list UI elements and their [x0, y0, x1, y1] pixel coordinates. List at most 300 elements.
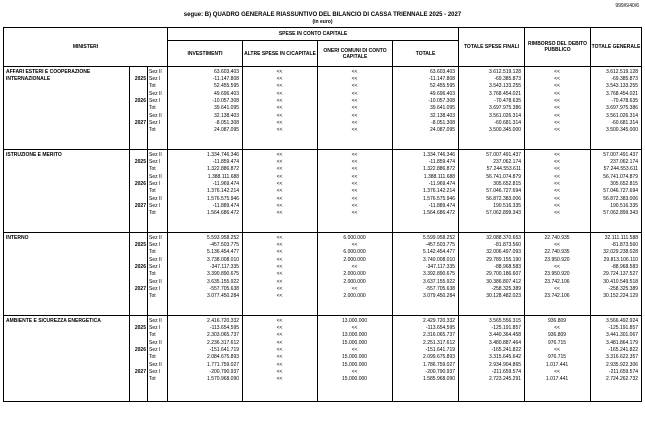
value: << [351, 152, 358, 158]
value: -11.147.808 [212, 76, 240, 82]
value: 30.152.224.129 [603, 293, 639, 299]
value: << [554, 69, 560, 75]
value: 39.641.095 [214, 105, 240, 111]
value: 15.000.000 [342, 376, 368, 382]
value: 305.652.815 [493, 181, 522, 187]
totale-generale-cell [591, 67, 642, 150]
value: 5.593.958.252 [207, 235, 240, 241]
value: 56.741.074.879 [486, 174, 522, 180]
value: 1.334.746.346 [207, 152, 240, 158]
value: 22.740.935 [544, 235, 570, 241]
altre-spese-cell [243, 150, 318, 233]
value: 1.376.142.214 [207, 188, 240, 194]
value: 57.062.899.343 [603, 210, 639, 216]
value: 56.741.074.879 [603, 174, 639, 180]
value: 1.334.746.346 [423, 152, 456, 158]
value: -165.241.822 [491, 347, 522, 353]
value: -347.117.335 [209, 264, 240, 270]
value: 23.950.920 [544, 271, 570, 277]
value: 57.244.553.611 [486, 166, 522, 172]
altre-spese-cell [243, 316, 318, 402]
value: 63.603.403 [214, 69, 240, 75]
header-ministeri: MINISTERI [4, 28, 168, 67]
value: 3.316.622.357 [606, 354, 639, 360]
value: 1.388.111.688 [423, 174, 456, 180]
value: << [276, 271, 283, 277]
value: 49.696.403 [430, 91, 456, 97]
value: << [554, 105, 560, 111]
year-label: 2027 [134, 369, 146, 375]
value: << [554, 264, 560, 270]
value: -11.969.474 [212, 181, 240, 187]
value: 3.768.454.021 [606, 91, 639, 97]
value: 57.062.899.343 [486, 210, 522, 216]
value: << [276, 105, 283, 111]
value: 15.000.000 [342, 340, 368, 346]
oneri-comuni-cell [318, 233, 393, 316]
year-label: 2027 [134, 286, 146, 292]
value: << [351, 188, 358, 194]
value: 49.696.403 [214, 91, 240, 97]
page-reference: 999/6/40/6 [615, 3, 639, 9]
totale-cell [393, 150, 459, 233]
value: 63.603.403 [430, 69, 456, 75]
value: 23.950.920 [544, 257, 570, 263]
ministry-name: AMBIENTE E SICUREZZA ENERGETICA [4, 316, 130, 402]
value: 57.007.491.437 [603, 152, 639, 158]
value: << [351, 181, 358, 187]
value: -151.641.719 [425, 347, 456, 353]
value: << [276, 249, 283, 255]
section-label: Sez II [149, 257, 162, 263]
value: 3.738.008.010 [207, 257, 240, 263]
value: << [351, 369, 358, 375]
value: 29.789.155.190 [486, 257, 522, 263]
value: 23.742.106 [544, 279, 570, 285]
value: 24.087.095 [430, 127, 456, 133]
year-label: 2025 [134, 76, 146, 82]
year-labels [130, 67, 148, 150]
ministry-name: AFFARI ESTERI E COOPERAZIONE INTERNAZIONALE [4, 67, 130, 150]
value: << [351, 196, 358, 202]
value: << [554, 159, 560, 165]
value: 15.000.000 [342, 354, 368, 360]
value: << [554, 98, 560, 104]
value: << [351, 286, 358, 292]
value: << [554, 120, 560, 126]
value: -125.191.857 [491, 325, 522, 331]
value: << [276, 181, 283, 187]
value: -70.478.635 [494, 98, 522, 104]
value: 2.416.720.332 [207, 318, 240, 324]
value: << [276, 159, 283, 165]
value: << [351, 83, 358, 89]
budget-table [3, 27, 642, 402]
section-label: Tot [149, 210, 156, 216]
value: -11.859.474 [212, 159, 240, 165]
section-label: Tot [149, 105, 156, 111]
value: 1.786.759.027 [423, 362, 456, 368]
value: << [276, 257, 283, 263]
year-label: 2027 [134, 203, 146, 209]
year-labels [130, 150, 148, 233]
rimborso-cell [525, 316, 591, 402]
value: 2.000.000 [343, 257, 366, 263]
investimenti-cell [168, 67, 243, 150]
value: 936.809 [547, 318, 567, 324]
value: 3.637.155.922 [423, 279, 456, 285]
value: -258.325.389 [491, 286, 522, 292]
value: 2.236.317.612 [207, 340, 240, 346]
value: 305.652.815 [610, 181, 639, 187]
value: 2.935.922.306 [606, 362, 639, 368]
section-label: Tot [149, 271, 156, 277]
value: 57.046.727.694 [486, 188, 522, 194]
section-label: Tot [149, 376, 156, 382]
document-subtitle: (in euro) [312, 19, 333, 25]
totale-spese-finali-cell [459, 316, 525, 402]
value: 976.715 [547, 340, 567, 346]
value: 2.251.317.612 [423, 340, 456, 346]
value: 32.138.403 [214, 113, 240, 119]
value: << [276, 120, 283, 126]
section-label: Sez I [149, 264, 161, 270]
value: << [554, 174, 560, 180]
altre-spese-cell [243, 67, 318, 150]
value: << [351, 242, 358, 248]
value: << [276, 188, 283, 194]
value: << [276, 113, 283, 119]
value: 237.062.174 [610, 159, 639, 165]
rimborso-cell [525, 233, 591, 316]
value: -70.478.635 [611, 98, 639, 104]
section-label: Sez I [149, 181, 161, 187]
value: << [276, 242, 283, 248]
header-rimborso: RIMBORSO DEL DEBITO PUBBLICO [525, 28, 591, 67]
value: -11.889.474 [212, 203, 240, 209]
value: << [276, 196, 283, 202]
value: -8.051.308 [431, 120, 456, 126]
value: -151.641.719 [209, 347, 240, 353]
value: 29.724.137.527 [603, 271, 639, 277]
section-label: Sez II [149, 113, 162, 119]
value: 57.007.491.437 [486, 152, 522, 158]
value: << [276, 286, 283, 292]
section-label: Sez I [149, 203, 161, 209]
year-label: 2026 [134, 264, 146, 270]
value: << [276, 293, 283, 299]
totale-generale-cell [591, 316, 642, 402]
section-label: Tot [149, 83, 156, 89]
year-label: 2026 [134, 347, 146, 353]
value: 237.062.174 [493, 159, 522, 165]
section-labels [148, 150, 168, 233]
header-spese-conto-capitale: SPESE IN CONTO CAPITALE [168, 28, 459, 41]
year-label: 2025 [134, 242, 146, 248]
ministry-row [4, 150, 642, 233]
investimenti-cell [168, 150, 243, 233]
value: << [276, 325, 283, 331]
value: 13.000.000 [342, 318, 368, 324]
value: << [554, 369, 560, 375]
value: << [351, 325, 358, 331]
value: 1.576.575.946 [207, 196, 240, 202]
value: << [276, 83, 283, 89]
value: << [351, 159, 358, 165]
section-label: Sez II [149, 362, 162, 368]
value: 3.561.026.314 [489, 113, 522, 119]
totale-generale-cell [591, 233, 642, 316]
value: << [554, 127, 560, 133]
value: 5.142.454.477 [423, 249, 456, 255]
value: << [351, 210, 358, 216]
value: 29.813.106.110 [603, 257, 639, 263]
value: 3.481.864.179 [606, 340, 639, 346]
value: -211.659.574 [608, 369, 639, 375]
value: 32.138.403 [430, 113, 456, 119]
header-investimenti: INVESTIMENTI [168, 41, 243, 67]
value: 13.000.000 [342, 332, 368, 338]
value: 1.322.886.872 [423, 166, 456, 172]
value: 3.077.450.284 [207, 293, 240, 299]
value: << [351, 113, 358, 119]
value: 3.543.133.255 [489, 83, 522, 89]
value: << [276, 354, 283, 360]
value: << [351, 91, 358, 97]
value: -81.873.560 [611, 242, 639, 248]
value: 1.017.441 [545, 362, 569, 368]
ministry-row [4, 67, 642, 150]
value: 6.000.000 [343, 249, 366, 255]
value: 3.697.975.386 [606, 105, 639, 111]
section-label: Sez II [149, 91, 162, 97]
year-labels [130, 316, 148, 402]
value: -69.385.873 [611, 76, 639, 82]
value: -165.241.822 [608, 347, 639, 353]
value: 57.046.727.694 [603, 188, 639, 194]
value: 1.017.441 [545, 376, 569, 382]
section-label: Sez I [149, 369, 161, 375]
value: << [554, 91, 560, 97]
value: << [276, 318, 283, 324]
value: 30.410.549.518 [603, 279, 639, 285]
value: 3.441.301.067 [606, 332, 639, 338]
section-label: Sez I [149, 325, 161, 331]
value: << [276, 76, 283, 82]
rimborso-cell [525, 67, 591, 150]
value: 52.455.595 [430, 83, 456, 89]
value: << [554, 152, 560, 158]
value: -211.659.574 [491, 369, 522, 375]
section-label: Sez II [149, 279, 162, 285]
section-label: Sez I [149, 286, 161, 292]
value: << [554, 286, 560, 292]
section-label: Sez I [149, 159, 161, 165]
value: 3.543.133.255 [606, 83, 639, 89]
value: 3.079.450.284 [423, 293, 456, 299]
value: -11.969.474 [428, 181, 456, 187]
value: 30.128.482.023 [486, 293, 522, 299]
value: << [276, 235, 283, 241]
value: -200.790.937 [209, 369, 240, 375]
value: -10.057.308 [212, 98, 240, 104]
value: 24.087.095 [214, 127, 240, 133]
section-label: Tot [149, 166, 156, 172]
value: << [554, 203, 560, 209]
header-altre-spese: ALTRE SPESE IN C/CAPITALE [243, 41, 318, 67]
value: << [351, 174, 358, 180]
rimborso-cell [525, 150, 591, 233]
value: << [276, 376, 283, 382]
value: << [351, 264, 358, 270]
section-label: Tot [149, 332, 156, 338]
value: 56.872.383.006 [486, 196, 522, 202]
section-label: Tot [149, 249, 156, 255]
value: << [276, 340, 283, 346]
value: << [351, 166, 358, 172]
value: -11.859.474 [428, 159, 456, 165]
value: << [554, 242, 560, 248]
value: -113.654.595 [425, 325, 456, 331]
value: -10.057.308 [428, 98, 456, 104]
value: << [276, 332, 283, 338]
totale-cell [393, 233, 459, 316]
oneri-comuni-cell [318, 316, 393, 402]
value: -557.705.638 [209, 286, 240, 292]
value: 32.029.238.028 [603, 249, 639, 255]
value: 1.564.686.472 [423, 210, 456, 216]
value: << [554, 76, 560, 82]
value: << [276, 347, 283, 353]
value: 56.872.383.006 [603, 196, 639, 202]
section-label: Sez I [149, 347, 161, 353]
year-label: 2026 [134, 98, 146, 104]
value: 3.612.519.128 [606, 69, 639, 75]
section-label: Sez II [149, 174, 162, 180]
value: 15.000.000 [342, 362, 368, 368]
section-labels [148, 67, 168, 150]
value: -557.705.638 [425, 286, 456, 292]
section-label: Sez II [149, 318, 162, 324]
section-label: Sez II [149, 235, 162, 241]
value: << [351, 105, 358, 111]
value: << [554, 210, 560, 216]
value: << [276, 91, 283, 97]
totale-cell [393, 316, 459, 402]
value: 3.315.645.642 [489, 354, 522, 360]
value: << [554, 113, 560, 119]
year-label: 2025 [134, 325, 146, 331]
section-label: Sez II [149, 69, 162, 75]
ministry-name: ISTRUZIONE E MERITO [4, 150, 130, 233]
oneri-comuni-cell [318, 67, 393, 150]
value: << [554, 196, 560, 202]
value: << [554, 325, 560, 331]
value: -457.503.775 [209, 242, 240, 248]
value: 2.429.720.332 [423, 318, 456, 324]
value: 29.700.186.607 [486, 271, 522, 277]
value: 3.612.519.128 [489, 69, 522, 75]
value: 976.715 [547, 354, 567, 360]
value: << [554, 166, 560, 172]
value: -457.503.775 [425, 242, 456, 248]
value: 30.386.807.412 [486, 279, 522, 285]
value: << [351, 347, 358, 353]
value: 3.500.345.000 [489, 127, 522, 133]
altre-spese-cell [243, 233, 318, 316]
value: << [276, 210, 283, 216]
value: 32.111.111.588 [604, 235, 639, 241]
year-label: 2025 [134, 159, 146, 165]
section-label: Sez II [149, 152, 162, 158]
value: << [276, 69, 283, 75]
value: << [351, 98, 358, 104]
year-labels [130, 233, 148, 316]
value: 190.516.335 [493, 203, 522, 209]
value: 2.934.904.865 [489, 362, 522, 368]
ministry-name: INTERNO [4, 233, 130, 316]
value: << [351, 76, 358, 82]
section-label: Sez II [149, 196, 162, 202]
value: 2.723.245.291 [489, 376, 522, 382]
value: 5.599.958.252 [423, 235, 456, 241]
value: 52.455.595 [214, 83, 240, 89]
section-labels [148, 233, 168, 316]
value: 2.316.065.737 [423, 332, 456, 338]
value: 2.724.262.732 [606, 376, 639, 382]
value: 1.564.686.472 [207, 210, 240, 216]
value: 2.099.675.893 [423, 354, 456, 360]
value: 2.000.000 [343, 293, 366, 299]
value: -60.681.314 [611, 120, 639, 126]
value: 1.388.111.688 [207, 174, 240, 180]
value: << [554, 188, 560, 194]
year-label: 2026 [134, 181, 146, 187]
value: << [276, 152, 283, 158]
value: 3.500.345.000 [606, 127, 639, 133]
value: -200.790.937 [425, 369, 456, 375]
value: 3.697.975.386 [489, 105, 522, 111]
value: 5.136.454.477 [207, 249, 240, 255]
section-label: Tot [149, 354, 156, 360]
value: 57.244.553.611 [603, 166, 639, 172]
value: 2.303.065.737 [207, 332, 240, 338]
value: 39.641.095 [430, 105, 456, 111]
value: -258.325.389 [608, 286, 639, 292]
year-label: 2027 [134, 120, 146, 126]
value: << [351, 120, 358, 126]
totale-spese-finali-cell [459, 67, 525, 150]
section-label: Sez I [149, 98, 161, 104]
value: << [554, 83, 560, 89]
investimenti-cell [168, 233, 243, 316]
value: << [276, 174, 283, 180]
document-title: segue: B) QUADRO GENERALE RIASSUNTIVO DEL BILANCIO DI CASSA TRIENNALE 2025 - 2027 [183, 12, 462, 18]
value: 23.742.106 [544, 293, 570, 299]
value: -11.147.808 [428, 76, 456, 82]
value: 3.440.364.458 [489, 332, 522, 338]
value: 2.084.675.893 [207, 354, 240, 360]
value: -88.968.583 [611, 264, 639, 270]
section-label: Sez I [149, 76, 161, 82]
value: << [351, 203, 358, 209]
value: << [276, 203, 283, 209]
section-label: Sez I [149, 120, 161, 126]
value: 3.635.155.922 [207, 279, 240, 285]
totale-generale-cell [591, 150, 642, 233]
ministry-row [4, 233, 642, 316]
value: 22.740.935 [544, 249, 570, 255]
